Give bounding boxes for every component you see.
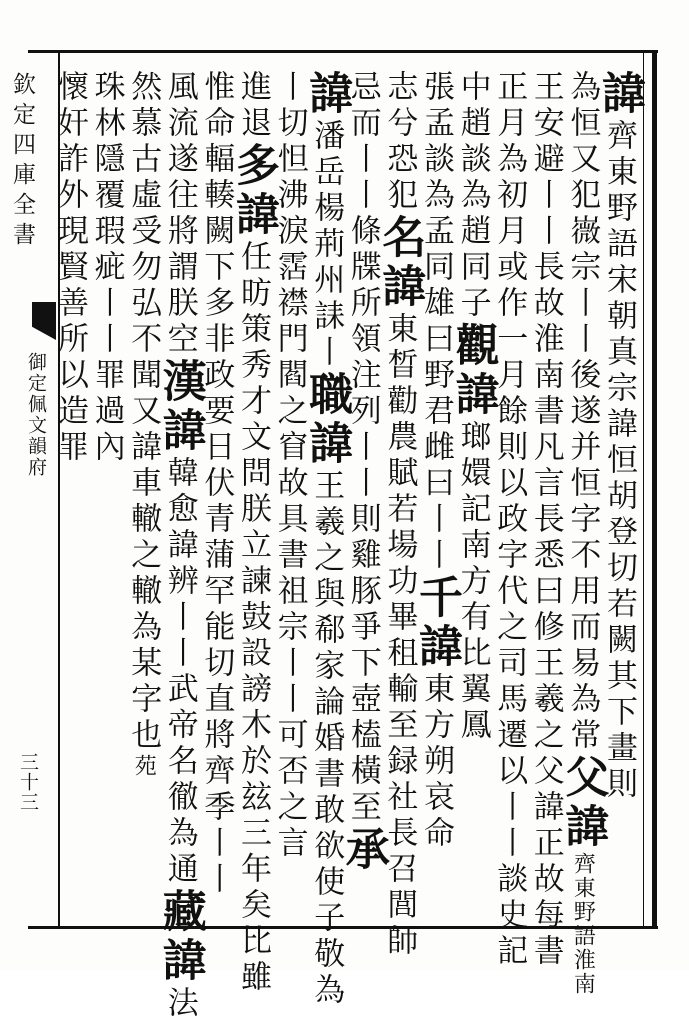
column-text: 進退 xyxy=(235,70,271,142)
column-text: 門閻之窅故具書祖宗丨丨可否之言 xyxy=(271,322,308,862)
frame-right-outer xyxy=(652,50,657,929)
column-text: 懷奸詐外現賢善所以造罪 xyxy=(52,70,88,466)
column-text: 然慕古虛受勿弘 xyxy=(125,70,162,322)
column-text: 為恒又犯嶶宗丨丨後遂并恒字不用而易為常 xyxy=(564,70,601,754)
headword: 藏諱 xyxy=(154,888,206,986)
column-text: 王安避丨丨長故淮南書凡言長悉曰修王羲之父諱正故每書 xyxy=(527,70,564,970)
frame-top-line xyxy=(28,50,658,53)
small-note: 苑 xyxy=(131,754,157,778)
column-text: 王羲之與郗家論婚書敢欲使子敬為 xyxy=(308,469,345,1009)
headword: 承 xyxy=(337,826,389,875)
column-text: 忌而丨丨 xyxy=(344,70,381,214)
column-text: 潘岳楊荊州誄丨 xyxy=(308,119,345,371)
headword: 名諱 xyxy=(374,214,426,312)
column-text: 張孟談為孟同 xyxy=(418,70,454,286)
column-text: 韓愈諱辨丨丨武帝名徹為通 xyxy=(161,456,198,888)
headword: 多諱 xyxy=(228,142,279,240)
column-text: 志兮恐犯 xyxy=(381,70,418,214)
column-text: 輻輳闕下多非政要日伏青蒲罕能切直將齊季丨丨 xyxy=(198,142,235,898)
folio-number: 三十三 xyxy=(17,752,39,812)
headword: 千諱 xyxy=(411,574,462,672)
column-text: 瑯嬛記南方有比翼鳳 xyxy=(454,420,491,744)
column-text: 任昉策秀才文問朕立諫鼓設謗木於玆三年矣比雖 xyxy=(235,240,271,996)
column-text: 雄曰野君雌曰丨丨 xyxy=(418,286,454,574)
headword: 漢諱 xyxy=(154,358,206,456)
headword: 職諱 xyxy=(301,371,353,469)
column-text: 丨切怛沸淚霑襟 xyxy=(271,70,308,322)
headword: 觀諱 xyxy=(447,322,499,420)
column-text: 風流遂往將謂朕空 xyxy=(161,70,198,358)
column-text: 中趙談為趙同子 xyxy=(454,70,491,322)
frame-right-inner xyxy=(643,53,644,926)
column-text: 珠林隱覆瑕疵丨丨罪過內 xyxy=(88,70,125,466)
text-column xyxy=(47,70,93,920)
book-title: 欽定四庫全書 xyxy=(9,72,35,252)
column-text: 東晳勸農賦若場功畢租輸至録社長召閭師 xyxy=(381,312,418,960)
headword: 諱 xyxy=(301,70,353,119)
column-text: 不聞又諱車轍之轍為某字也 xyxy=(125,322,162,754)
column-text: 齊東野語宋朝真宗諱恒胡登切若闕其下畫則 xyxy=(601,119,637,803)
small-note: 齊東野語淮南 xyxy=(570,852,596,996)
volume-title: 御定佩文韻府 xyxy=(25,352,47,478)
headword: 諱 xyxy=(594,70,645,119)
column-text: 正月為初月或作一月餘則以政字代之司馬遷以丨丨談史記 xyxy=(491,70,528,970)
column-text: 惟命 xyxy=(198,70,235,142)
headword: 父諱 xyxy=(557,754,609,852)
column-text: 條牒所領注列丨丨則雞豚爭下壺榼橫至 xyxy=(344,214,381,826)
column-text: 東方朔哀命 xyxy=(418,672,454,852)
column-text: 法 xyxy=(161,986,198,1022)
